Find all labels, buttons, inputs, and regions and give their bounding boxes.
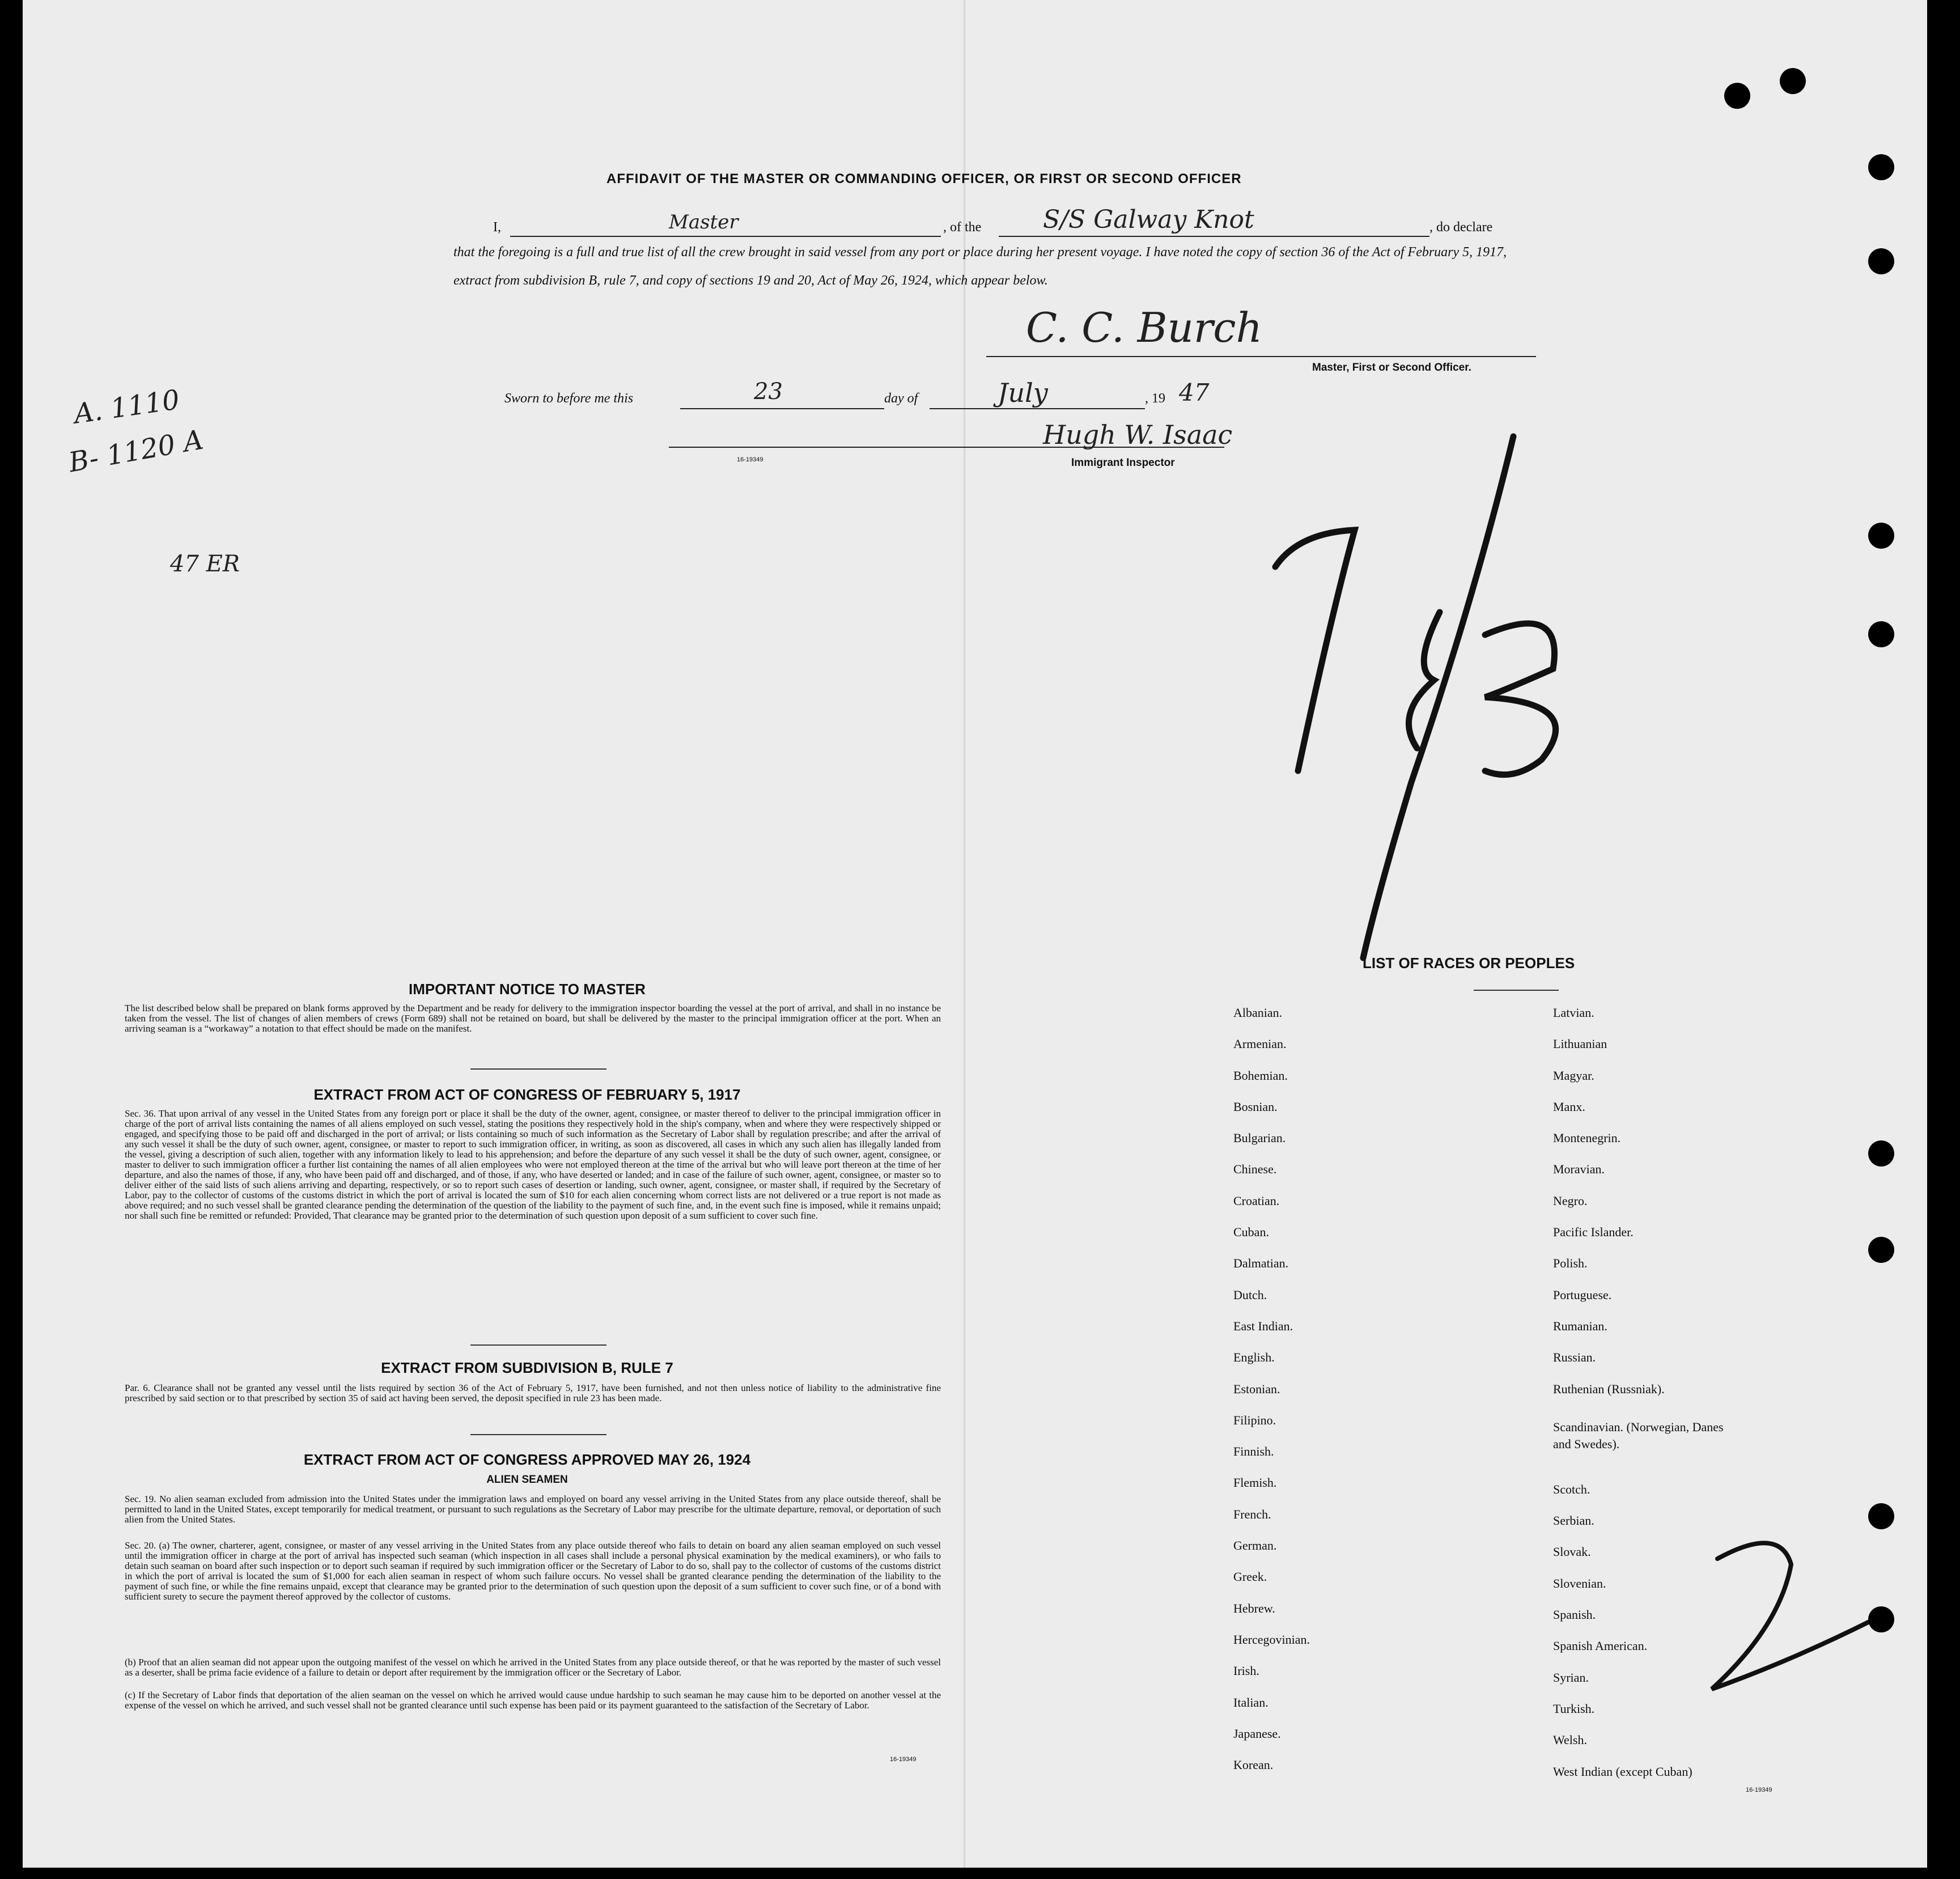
race-item: Finnish. [1233, 1444, 1274, 1459]
race-item: Albanian. [1233, 1006, 1283, 1020]
race-item: Montenegrin. [1553, 1131, 1621, 1146]
document-page [23, 0, 1927, 1868]
races-column-2 [1553, 1004, 1848, 1795]
affidavit-text: that the foregoing is a full and true list of all the crew brought in said vessel from any port or place during her present voyage. I have noted the copy of section 36 of the Act of February 5, 1917, extract from subdivision B, rule 7, and copy of sections 19 and 20, Act of May 26, 1924, which appear below. [453, 245, 1507, 288]
race-item: Bosnian. [1233, 1099, 1278, 1114]
margin-note-b: B- 1120 A [66, 423, 206, 479]
signature-caption: Master, First or Second Officer. [1312, 362, 1471, 374]
punch-hole [1868, 1503, 1894, 1529]
vessel-name-handwriting: S/S Galway Knot [1043, 205, 1254, 234]
race-item: Hercegovinian. [1233, 1632, 1310, 1647]
race-item: French. [1233, 1507, 1271, 1521]
race-item: Hebrew. [1233, 1601, 1275, 1615]
race-item: Japanese. [1233, 1726, 1281, 1741]
race-item: Italian. [1233, 1695, 1269, 1710]
race-item: Negro. [1553, 1193, 1588, 1208]
race-item: Turkish. [1553, 1701, 1595, 1716]
race-item: Russian. [1553, 1350, 1596, 1365]
race-item: Bohemian. [1233, 1068, 1288, 1083]
race-item: Serbian. [1553, 1513, 1594, 1528]
race-item: Greek. [1233, 1570, 1267, 1584]
race-item: Magyar. [1553, 1068, 1594, 1083]
races-column-1 [1233, 1004, 1517, 1788]
year-prefix: , 19 [1145, 391, 1165, 406]
signature-line [986, 356, 1536, 357]
inspector-signature: Hugh W. Isaac [1043, 419, 1233, 450]
race-item: Dalmatian. [1233, 1256, 1289, 1271]
sec20b-text: (b) Proof that an alien seaman did not appear upon the outgoing manifest of the vessel on which he arrived in the United States from any place outside thereof, or that he was reported by the master of such vessel as a deserter, shall be prima facie evidence of a failure to detain or deport after requirement by the immigration officer or the Secretary of Labor. [125, 1657, 941, 1678]
notice-text: The list described below shall be prepared on blank forms approved by the Department and be ready for delivery to the immigration inspector boarding the vessel at the port of arrival, and shall in no instance be taken from the vessel. The list of changes of alien members of crews (Form 689) shall not be retained on board, but shall be delivered by the master to the principal immigration officer at the port. When an arriving seaman is a “workaway” a notation to that effect should be made on the manifest. [125, 1003, 941, 1034]
race-item: Cuban. [1233, 1225, 1269, 1240]
race-item: Slovenian. [1553, 1576, 1606, 1590]
race-item: Moravian. [1553, 1162, 1605, 1177]
races-separator [1474, 990, 1559, 991]
race-item: Scandinavian. (Norwegian, Danes and Swedes). [1553, 1419, 1724, 1451]
race-item: English. [1233, 1350, 1275, 1365]
race-item: Syrian. [1553, 1670, 1589, 1685]
race-item: Rumanian. [1553, 1318, 1607, 1333]
separator-2 [470, 1344, 606, 1346]
race-item: Ruthenian (Russniak). [1553, 1381, 1665, 1396]
affidavit-form-number: 16-19349 [737, 456, 763, 463]
sec20c-text: (c) If the Secretary of Labor finds that deportation of the alien seaman on the vessel on which he arrived would cause undue hardship to such seaman he may cause him to be deported on another vessel at the expense of the vessel on which he arrived, and such vessel shall not be granted clearance until such expense has been paid or its payment guaranteed to the satisfaction of the Secretary of Labor. [125, 1690, 941, 1711]
separator-3 [470, 1434, 606, 1435]
race-item: Manx. [1553, 1099, 1585, 1114]
affidavit-i-label: I, [493, 220, 501, 235]
race-item: Portuguese. [1553, 1287, 1612, 1302]
sworn-day-line [680, 408, 884, 409]
margin-note-c: 47 ER [170, 551, 240, 577]
master-name-line [510, 236, 941, 237]
vessel-name-line [999, 236, 1429, 237]
races-title: LIST OF RACES OR PEOPLES [1363, 955, 1575, 972]
punch-hole [1868, 621, 1894, 647]
race-item: Lithuanian [1553, 1037, 1607, 1051]
race-item: East Indian. [1233, 1318, 1293, 1333]
sec19-text: Sec. 19. No alien seaman excluded from admission into the United States under the immigration laws and employed on board any vessel arriving in the United States from any place outside thereof, shall be permitted to land in the United States, except temporarily for medical treatment, or pursuant to such regulations as the Secretary of Labor may prescribe for the ultimate departure, removal, or deportation of such alien from the United States. [125, 1494, 941, 1525]
race-item: Korean. [1233, 1758, 1274, 1772]
race-item: Polish. [1553, 1256, 1588, 1271]
punch-hole [1868, 1606, 1894, 1632]
race-item: Slovak. [1553, 1545, 1591, 1559]
sworn-month-line [930, 408, 1145, 409]
race-item: Filipino. [1233, 1413, 1276, 1427]
race-item: Latvian. [1553, 1006, 1594, 1020]
sworn-label: Sworn to before me this [504, 391, 634, 406]
extract-form-number: 16-19349 [890, 1756, 917, 1763]
race-item: German. [1233, 1538, 1277, 1553]
separator-1 [470, 1068, 606, 1070]
race-item: Croatian. [1233, 1193, 1280, 1208]
race-item: Pacific Islander. [1553, 1225, 1634, 1240]
extract-1917-text: Sec. 36. That upon arrival of any vessel in the United States from any foreign port or place it shall be the duty of the owner, agent, consignee, or master thereof to deliver to the principal immigration officer in charge of the port of arrival lists containing the names of all aliens employed on such vessel, stating the positions they respectively hold in the ship's company, when and where they were respectively shipped or engaged, and specifying those to be paid off and discharged in the port of arrival; or lists containing so much of such information as the Secretary of Labor shall by regulation prescribe; and after the arrival of any such vessel it shall be the duty of such owner, agent, consignee, or master to report to such immigration officer, in writing, as soon as discovered, all cases in which any such alien has illegally landed from the vessel, giving a description of such alien, together with any information likely to lead to his apprehension; and before the departure of any such vessel it shall be the duty of such owner, agent, consignee, or master to deliver to such immigration officer a further list containing the names of all alien employees who were not employed thereon at the time of the arrival but who will leave port thereon at the time of her departure, and also the names of those, if any, who have been paid off and discharged, and of those, if any, who have deserted or landed; and in case of the failure of such owner, agent, consignee, or master so to deliver either of the said lists of such aliens arriving and departing, respectively, or so to report such cases of desertion or landing, such owner, agent, consignee, or master shall, if required by the Secretary of Labor, pay to the collector of customs of the customs district in which the port of arrival is located the sum of $10 for each alien concerning whom correct lists are not delivered or a true report is not made as above required; and no such vessel shall be granted clearance pending the determination of the question of the liability to the payment of such fine, and, in the event such fine is imposed, while it remains unpaid; nor shall such fine be remitted or refunded: Provided, That clearance may be granted prior to the determination of such question upon deposit of a sum sufficient to cover such fine. [125, 1108, 941, 1221]
punch-hole [1868, 523, 1894, 549]
race-item: Dutch. [1233, 1287, 1267, 1302]
race-item: Scotch. [1553, 1482, 1590, 1496]
punch-hole [1868, 1237, 1894, 1263]
race-item: Bulgarian. [1233, 1131, 1286, 1146]
of-the-label: , of the [943, 220, 982, 235]
punch-hole [1868, 1140, 1894, 1167]
race-item: Welsh. [1553, 1733, 1587, 1747]
race-item: Flemish. [1233, 1475, 1277, 1490]
race-item: Irish. [1233, 1664, 1259, 1678]
extract-rule7-text: Par. 6. Clearance shall not be granted any vessel until the lists required by section 36 of the Act of February 5, 1917, have been furnished, and not then unless notice of liability to the administrative fine prescribed by said section or to that prescribed by section 35 of said act having been served, the deposit specified in rule 23 has been made. [125, 1382, 941, 1403]
races-form-number: 16-19349 [1746, 1787, 1772, 1793]
year-handwriting: 47 [1179, 379, 1210, 406]
extract-1924-title: EXTRACT FROM ACT OF CONGRESS APPROVED MAY 26, 1924 [303, 1451, 751, 1468]
big-date-handwriting [1247, 431, 1610, 964]
alien-seamen-subtitle: ALIEN SEAMEN [486, 1474, 568, 1486]
punch-hole [1724, 83, 1750, 109]
punch-hole [1868, 248, 1894, 274]
notice-title: IMPORTANT NOTICE TO MASTER [409, 981, 646, 998]
master-signature: C. C. Burch [1026, 304, 1262, 351]
day-of-label: day of [884, 391, 918, 406]
race-item: West Indian (except Cuban) [1553, 1764, 1692, 1779]
master-name-handwriting: Master [669, 211, 739, 234]
margin-note-a: A. 1110 [72, 384, 182, 430]
sworn-day-handwriting: 23 [754, 379, 783, 405]
race-item: Chinese. [1233, 1162, 1277, 1177]
sec20a-text: Sec. 20. (a) The owner, charterer, agent, consignee, or master of any vessel arriving in the United States from any place outside thereof who fails to detain on board any alien seaman employed on such vessel until the immigration officer in charge at the port of arrival has inspected such seaman (which inspection in all cases shall include a personal physical examination by the medical examiners), or who fails to detain such seaman on board after such inspection or to deport such seaman if required by such immigration officer or the Secretary of Labor to do so, shall pay to the collector of customs of the customs district in which the port of arrival is located the sum of $1,000 for each alien seaman in respect of whom such failure occurs. No vessel shall be granted clearance pending the determination of the liability to the payment of such fine, or while the fine remains unpaid, except that clearance may be granted prior to the determination of such question upon the deposit of a sum sufficient to cover such fine, or of a bond with sufficient surety to secure the payment thereof approved by the collector of customs. [125, 1540, 941, 1602]
extract-1917-title: EXTRACT FROM ACT OF CONGRESS OF FEBRUARY 5, 1917 [313, 1086, 741, 1103]
extract-rule7-title: EXTRACT FROM SUBDIVISION B, RULE 7 [381, 1359, 673, 1376]
race-item: Estonian. [1233, 1381, 1280, 1396]
inspector-caption: Immigrant Inspector [1071, 457, 1175, 469]
do-declare-label: , do declare [1429, 220, 1493, 235]
punch-hole [1780, 68, 1806, 94]
affidavit-title: AFFIDAVIT OF THE MASTER OR COMMANDING OFFICER, OR FIRST OR SECOND OFFICER [606, 171, 1242, 186]
race-item: Armenian. [1233, 1037, 1287, 1051]
race-item: Spanish. [1553, 1607, 1596, 1622]
punch-hole [1868, 154, 1894, 180]
sworn-month-handwriting: July [998, 378, 1048, 408]
race-item: Spanish American. [1553, 1639, 1648, 1653]
